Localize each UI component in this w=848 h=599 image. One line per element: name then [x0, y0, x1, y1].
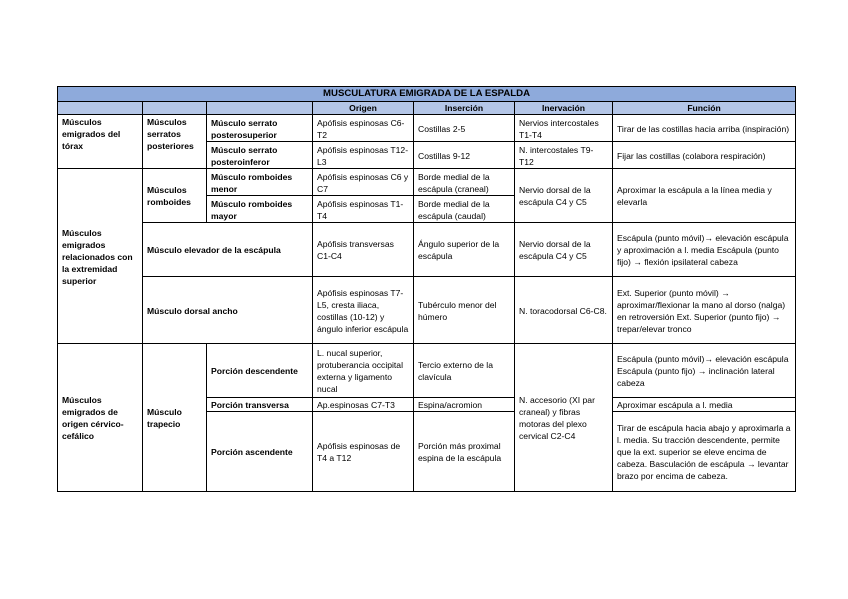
insercion-transversa: Espina/acromion [414, 398, 515, 412]
funcion-descendente: Escápula (punto móvil)→ elevación escápula Escápula (punto fijo) → inclinación lateral cabeza [613, 344, 796, 398]
muscle-romboides-mayor: Músculo romboides mayor [207, 196, 313, 223]
insercion-elevador: Ángulo superior de la escápula [414, 223, 515, 277]
origen-serrato-sup: Apófisis espinosas C6-T2 [313, 115, 414, 142]
funcion-transversa: Aproximar escápula a l. media [613, 398, 796, 412]
muscle-porcion-transversa: Porción transversa [207, 398, 313, 412]
header-funcion: Función [613, 102, 796, 115]
insercion-descendente: Tercio externo de la clavícula [414, 344, 515, 398]
musculatura-table [57, 86, 796, 492]
funcion-elevador: Escápula (punto móvil)→ elevación escápula y aproximación a l. media Escápula (punto fijo) → flexión ipsilateral cabeza [613, 223, 796, 277]
origen-ascendente: Apófisis espinosas de T4 a T12 [313, 412, 414, 492]
muscle-romboides-menor: Músculo romboides menor [207, 169, 313, 196]
inervacion-trapecio: N. accesorio (XI par craneal) y fibras motoras del plexo cervical C2-C4 [515, 344, 613, 492]
origen-elevador: Apófisis transversas C1-C4 [313, 223, 414, 277]
subgroup-trapecio: Músculo trapecio [143, 344, 207, 492]
table-row [58, 169, 796, 196]
inervacion-elevador: Nervio dorsal de la escápula C4 y C5 [515, 223, 613, 277]
funcion-ascendente: Tirar de escápula hacia abajo y aproximarla a l. media. Su tracción descendente, permite que la ext. superior se eleve encima de cabeza. Basculación de escápula → levantar brazo por encima de cabeza. [613, 412, 796, 492]
subgroup-serratos: Músculos serratos posteriores [143, 115, 207, 169]
muscle-serrato-sup: Músculo serrato posterosuperior [207, 115, 313, 142]
table-row [58, 115, 796, 142]
insercion-dorsal-ancho: Tubérculo menor del húmero [414, 277, 515, 344]
inervacion-serrato-sup: Nervios intercostales T1-T4 [515, 115, 613, 142]
header-row [58, 102, 796, 115]
inervacion-dorsal-ancho: N. toracodorsal C6-C8. [515, 277, 613, 344]
muscle-dorsal-ancho: Músculo dorsal ancho [143, 277, 313, 344]
muscle-serrato-inf: Músculo serrato posteroinferor [207, 142, 313, 169]
insercion-serrato-inf: Costillas 9-12 [414, 142, 515, 169]
header-empty-3 [207, 102, 313, 115]
inervacion-romboides: Nervio dorsal de la escápula C4 y C5 [515, 169, 613, 223]
funcion-dorsal-ancho: Ext. Superior (punto móvil) → aproximar/flexionar la mano al dorso (nalga) en retroversión Ext. Superior (punto fijo) → trepar/elevar tronco [613, 277, 796, 344]
header-empty-1 [58, 102, 143, 115]
group-extremidad: Músculos emigrados relacionados con la extremidad superior [58, 169, 143, 344]
insercion-ascendente: Porción más proximal espina de la escápula [414, 412, 515, 492]
funcion-romboides: Aproximar la escápula a la línea media y elevarla [613, 169, 796, 223]
insercion-serrato-sup: Costillas 2-5 [414, 115, 515, 142]
group-cervico: Músculos emigrados de origen cérvico-cefálico [58, 344, 143, 492]
funcion-serrato-sup: Tirar de las costillas hacia arriba (inspiración) [613, 115, 796, 142]
table-title: MUSCULATURA EMIGRADA DE LA ESPALDA [58, 87, 796, 102]
header-inervacion: Inervación [515, 102, 613, 115]
header-insercion: Inserción [414, 102, 515, 115]
insercion-romboides-mayor: Borde medial de la escápula (caudal) [414, 196, 515, 223]
origen-descendente: L. nucal superior, protuberancia occipital externa y ligamento nucal [313, 344, 414, 398]
origen-transversa: Ap.espinosas C7-T3 [313, 398, 414, 412]
table-row [58, 223, 796, 277]
insercion-romboides-menor: Borde medial de la escápula (craneal) [414, 169, 515, 196]
group-torax: Músculos emigrados del tórax [58, 115, 143, 169]
subgroup-romboides: Músculos romboides [143, 169, 207, 223]
origen-romboides-menor: Apófisis espinosas C6 y C7 [313, 169, 414, 196]
table-row [58, 277, 796, 344]
origen-serrato-inf: Apófisis espinosas T12-L3 [313, 142, 414, 169]
table-row [58, 344, 796, 398]
origen-dorsal-ancho: Apófisis espinosas T7-L5, cresta iliaca, costillas (10-12) y ángulo inferior escápula [313, 277, 414, 344]
muscle-elevador: Músculo elevador de la escápula [143, 223, 313, 277]
muscle-porcion-descendente: Porción descendente [207, 344, 313, 398]
inervacion-serrato-inf: N. intercostales T9-T12 [515, 142, 613, 169]
muscle-porcion-ascendente: Porción ascendente [207, 412, 313, 492]
origen-romboides-mayor: Apófisis espinosas T1-T4 [313, 196, 414, 223]
header-origen: Origen [313, 102, 414, 115]
funcion-serrato-inf: Fijar las costillas (colabora respiración) [613, 142, 796, 169]
header-empty-2 [143, 102, 207, 115]
